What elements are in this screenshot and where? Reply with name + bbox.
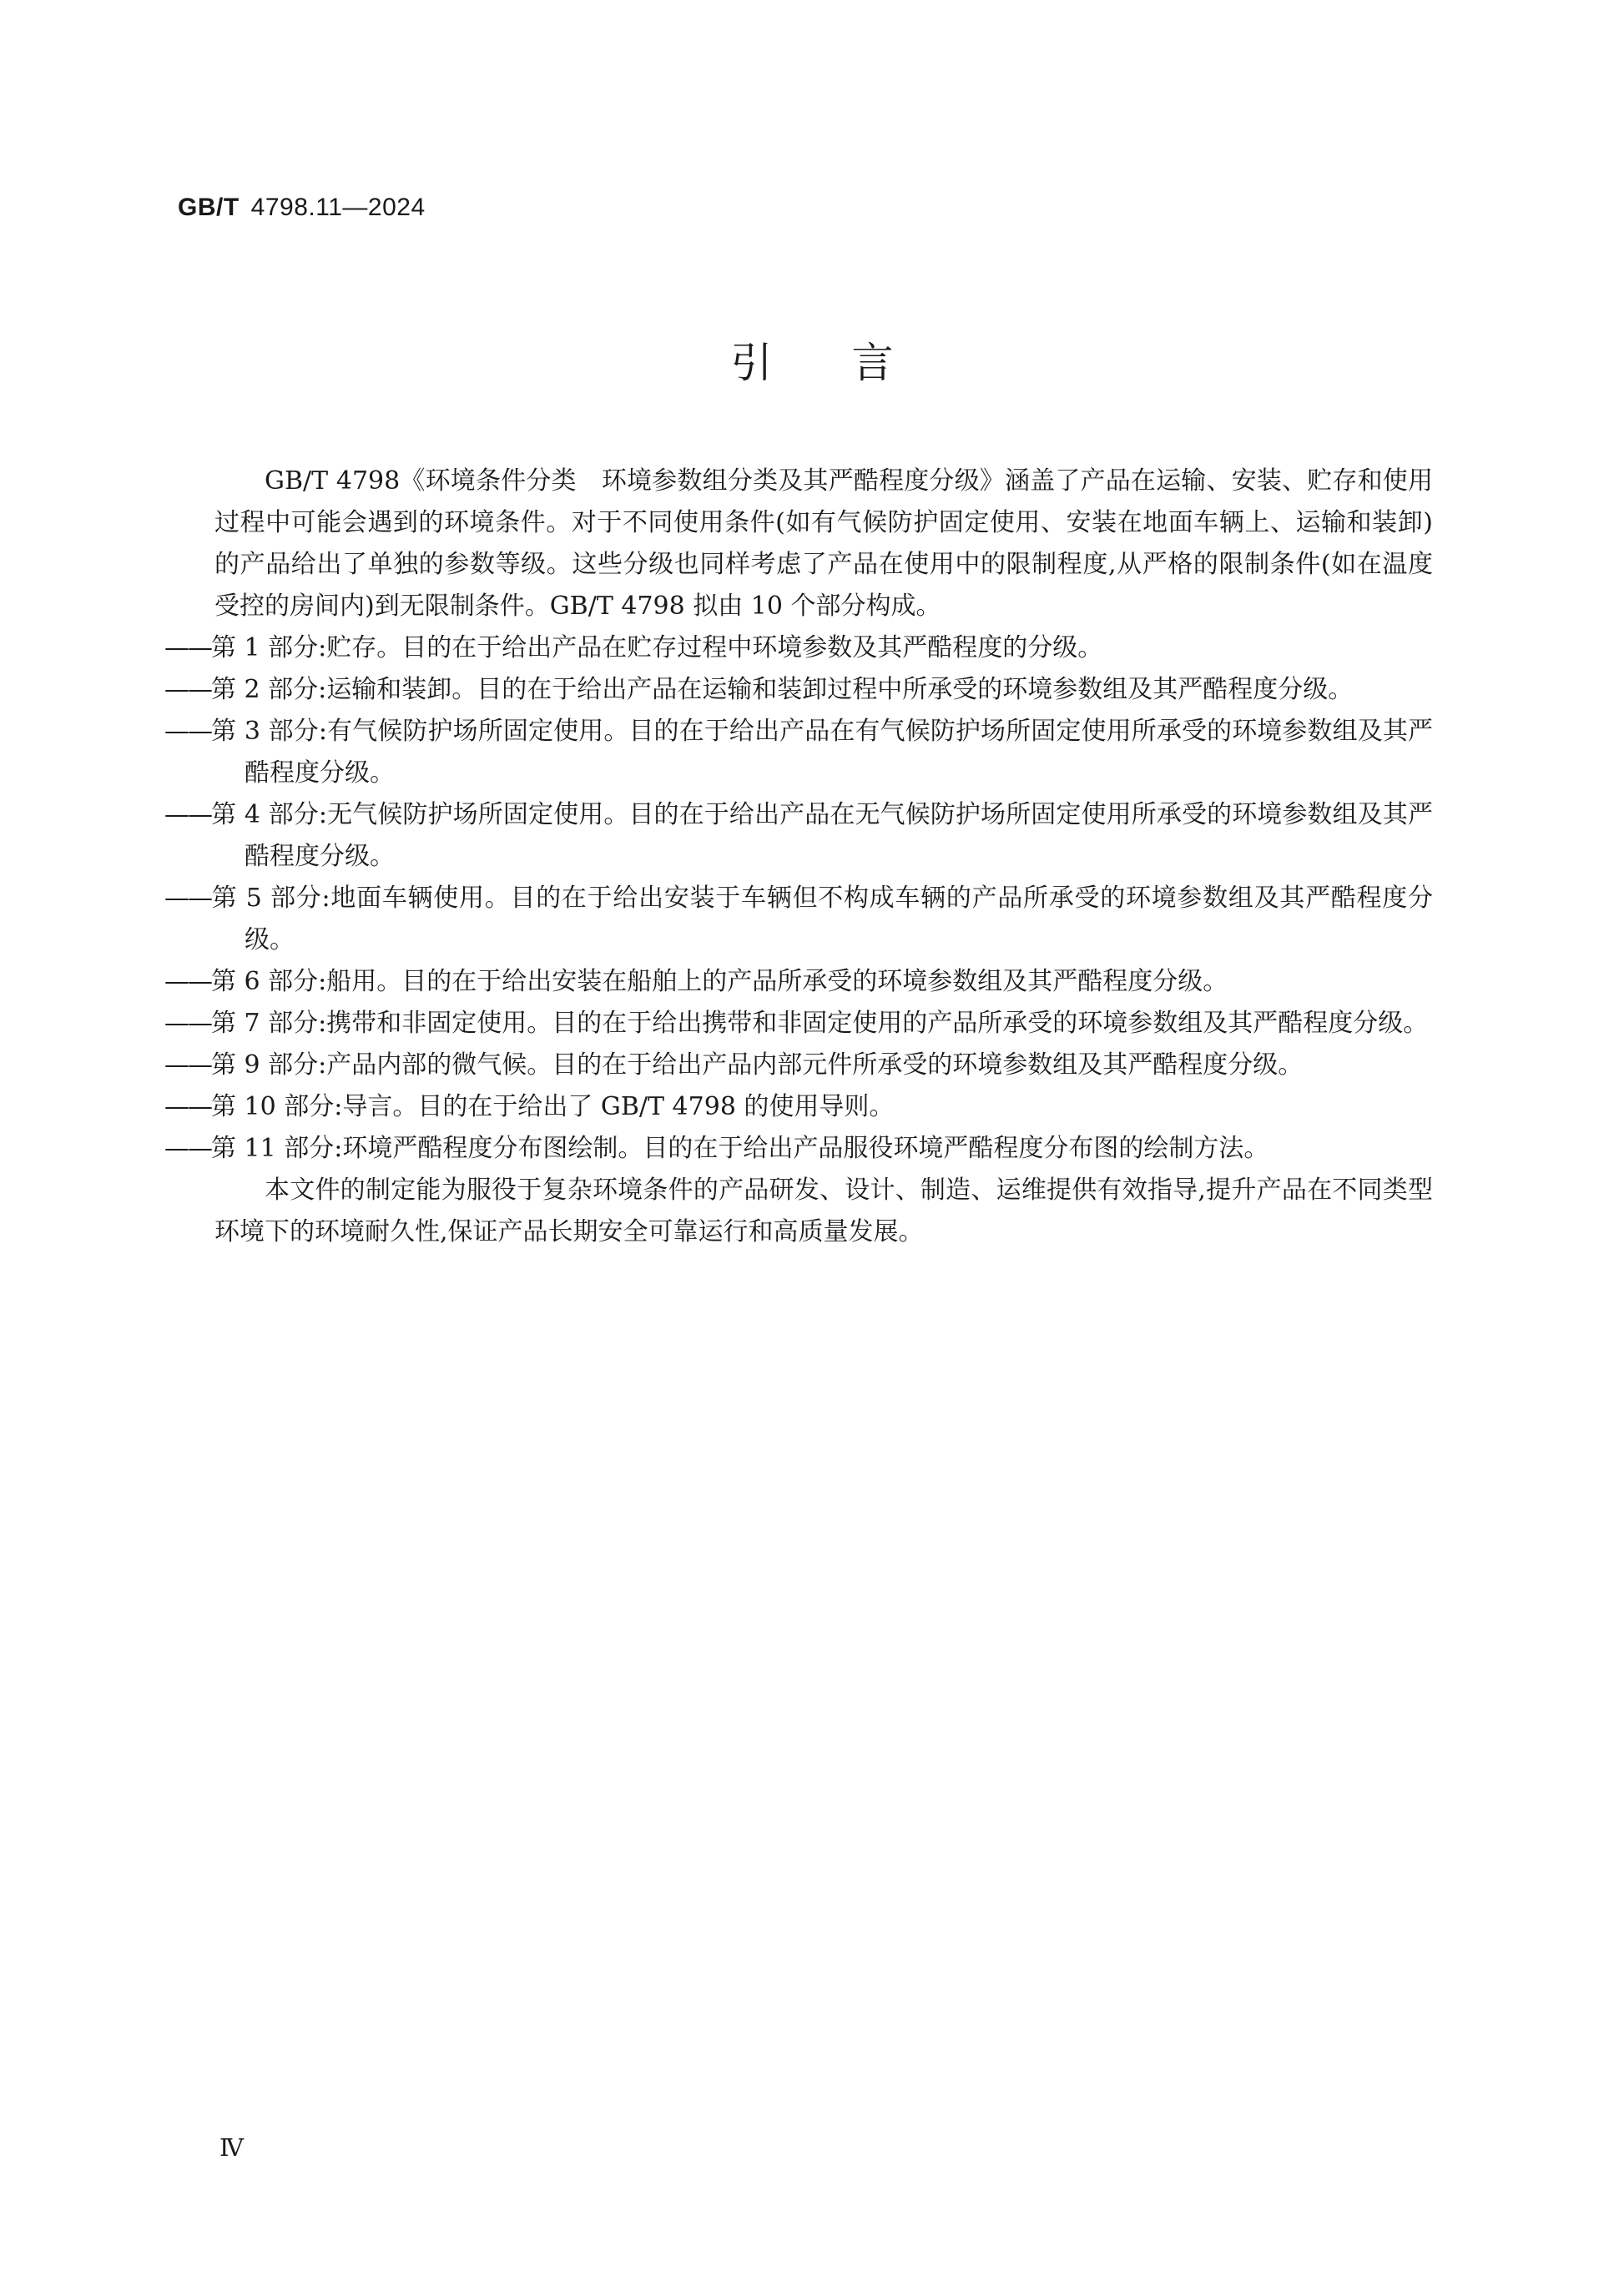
list-dash: —— [164,1134,211,1163]
list-dash: —— [164,675,211,704]
list-item [164,1128,1433,1170]
list-dash: —— [164,717,211,746]
closing-paragraph: 本文件的制定能为服役于复杂环境条件的产品研发、设计、制造、运维提供有效指导,提升产品在不同类型环境下的环境耐久性,保证产品长期安全可靠运行和高质量发展。 [214,1176,1433,1246]
list-item-text: 第 9 部分:产品内部的微气候。目的在于给出产品内部元件所承受的环境参数组及其严酷程度分级。 [211,1050,1304,1080]
list-item [164,1086,1433,1128]
list-item [164,627,1433,669]
document-body [164,461,1433,1253]
list-dash: —— [164,884,211,913]
list-dash: —— [164,1009,211,1038]
list-dash: —— [164,1050,211,1080]
list-item-text: 第 2 部分:运输和装卸。目的在于给出产品在运输和装卸过程中所承受的环境参数组及其严酷程度分级。 [211,675,1354,704]
list-item-text: 第 6 部分:船用。目的在于给出安装在船舶上的产品所承受的环境参数组及其严酷程度分级。 [211,967,1228,996]
list-dash: —— [164,1092,211,1121]
list-item [164,794,1433,878]
list-item [164,1003,1433,1045]
list-item [164,878,1433,961]
list-item-text: 第 4 部分:无气候防护场所固定使用。目的在于给出产品在无气候防护场所固定使用所承受的环境参数组及其严酷程度分级。 [211,800,1433,871]
list-item-text: 第 5 部分:地面车辆使用。目的在于给出安装于车辆但不构成车辆的产品所承受的环境参数组及其严酷程度分级。 [211,884,1433,954]
list-item [164,669,1433,711]
page-number: Ⅳ [219,2133,244,2162]
list-item [164,1045,1433,1086]
list-item-text: 第 7 部分:携带和非固定使用。目的在于给出携带和非固定使用的产品所承受的环境参数组及其严酷程度分级。 [211,1009,1429,1038]
list-item [164,711,1433,794]
standard-number [178,194,426,222]
page-title: 引言 [730,339,973,387]
list-item-text: 第 3 部分:有气候防护场所固定使用。目的在于给出产品在有气候防护场所固定使用所承受的环境参数组及其严酷程度分级。 [211,717,1433,788]
intro-paragraph: GB/T 4798《环境条件分类 环境参数组分类及其严酷程度分级》涵盖了产品在运输、安装、贮存和使用过程中可能会遇到的环境条件。对于不同使用条件(如有气候防护固定使用、安装在地面车辆上、运输和装卸)的产品给出了单独的参数等级。这些分级也同样考虑了产品在使用中的限制程度,从严格的限制条件(如在温度受控的房间内)到无限制条件。GB/T 4798 拟由 10 个部分构成。 [214,466,1433,621]
list-item-text: 第 1 部分:贮存。目的在于给出产品在贮存过程中环境参数及其严酷程度的分级。 [211,633,1103,662]
list-dash: —— [164,633,211,662]
list-dash: —— [164,800,211,829]
list-dash: —— [164,967,211,996]
list-item-text: 第 10 部分:导言。目的在于给出了 GB/T 4798 的使用导则。 [211,1092,895,1121]
list-item-text: 第 11 部分:环境严酷程度分布图绘制。目的在于给出产品服役环境严酷程度分布图的绘制方法。 [211,1134,1269,1163]
standard-prefix: GB/T [178,194,240,221]
list-item [164,961,1433,1003]
standard-code: 4798.11—2024 [250,194,426,221]
